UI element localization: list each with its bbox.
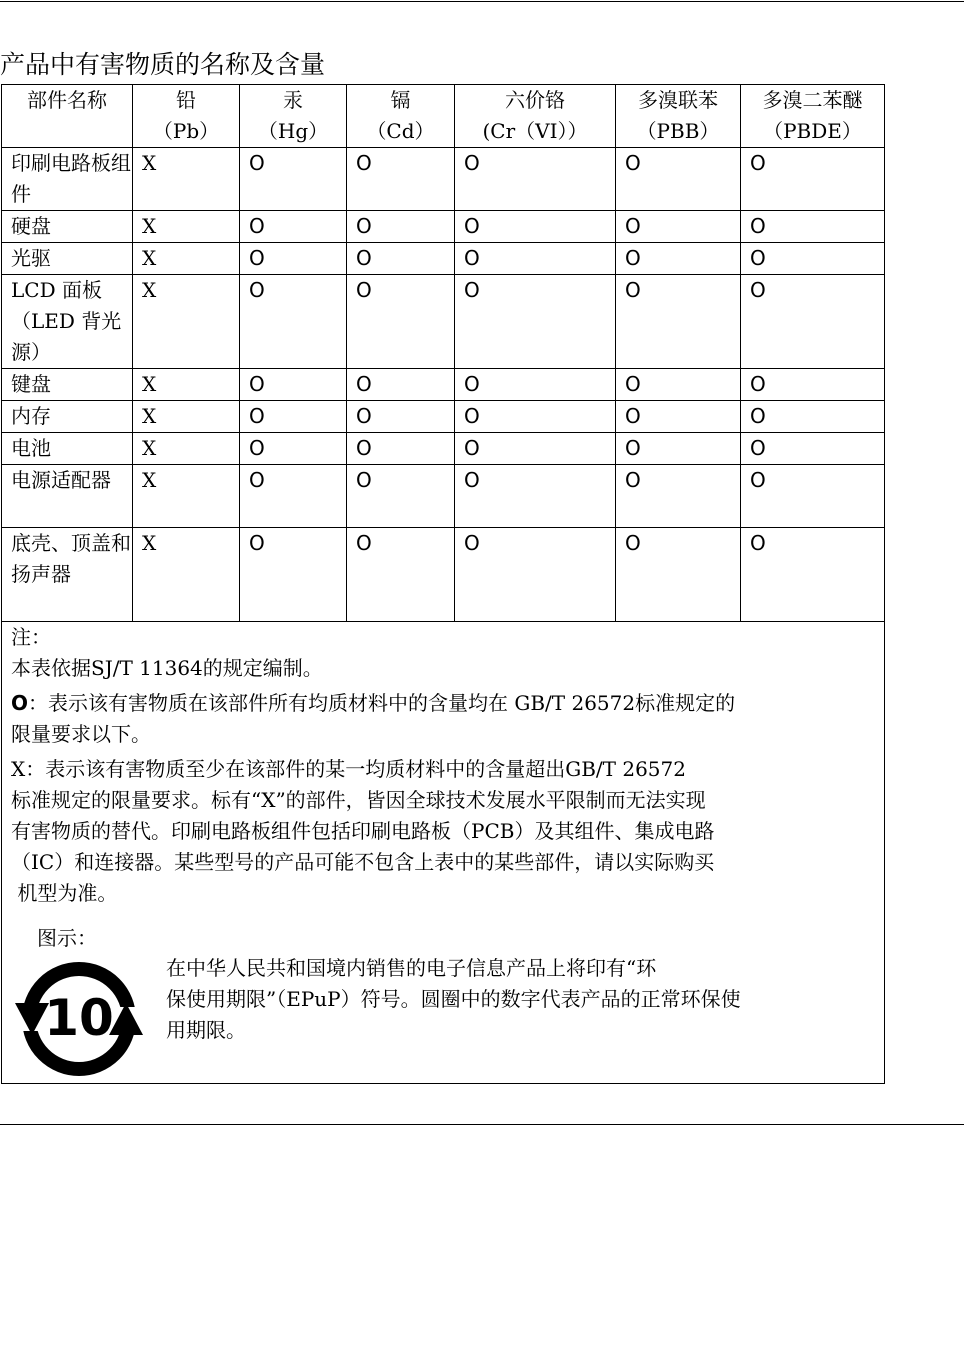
header-lead: 铅 （Pb）: [133, 85, 240, 148]
cadmium-cell: O: [347, 275, 455, 369]
header-pbde: 多溴二苯醚 （PBDE）: [741, 85, 885, 148]
table-row: [2, 369, 885, 401]
notes-x-line-3: 有害物质的替代。印刷电路板组件包括印刷电路板（PCB）及其组件、集成电路: [11, 819, 715, 843]
pbde-cell: O: [741, 148, 885, 211]
pbb-cell: O: [616, 528, 741, 622]
top-rule: [0, 1, 964, 2]
pbb-cell: O: [616, 211, 741, 243]
notes-x-line-4: （IC）和连接器。某些型号的产品可能不包含上表中的某些部件，请以实际购买: [11, 850, 715, 874]
pbb-cell: O: [616, 433, 741, 465]
table-row: [2, 465, 885, 528]
pbde-cell: O: [741, 243, 885, 275]
mercury-cell: O: [240, 401, 347, 433]
notes-x-line-2: 标准规定的限量要求。标有“X”的部件，皆因全球技术发展水平限制而无法实现: [11, 788, 706, 812]
bottom-rule: [0, 1124, 964, 1125]
part-name-cell: 电池: [2, 433, 133, 465]
cadmium-cell: O: [347, 243, 455, 275]
cadmium-cell: O: [347, 148, 455, 211]
chromium-cell: O: [455, 465, 616, 528]
pbde-cell: O: [741, 401, 885, 433]
epup-recycle-icon: [13, 953, 145, 1085]
notes-cell: [2, 622, 885, 1084]
cadmium-cell: O: [347, 211, 455, 243]
notes-x-line-1: X：表示该有害物质至少在该部件的某一均质材料中的含量超出GB/T 26572: [11, 757, 686, 781]
mercury-cell: O: [240, 243, 347, 275]
table-row: [2, 211, 885, 243]
lead-cell: X: [133, 528, 240, 622]
lead-cell: X: [133, 433, 240, 465]
pbde-cell: O: [741, 433, 885, 465]
notes-basis: 本表依据SJ/T 11364的规定编制。: [11, 656, 323, 680]
cadmium-cell: O: [347, 465, 455, 528]
mercury-cell: O: [240, 369, 347, 401]
page-title: 产品中有害物质的名称及含量: [0, 50, 326, 79]
chromium-cell: O: [455, 528, 616, 622]
notes-x-line-5: 机型为准。: [11, 881, 118, 905]
cadmium-cell: O: [347, 401, 455, 433]
table-header-row: [2, 85, 885, 148]
cadmium-cell: O: [347, 528, 455, 622]
legend-label: 图示：: [37, 926, 97, 950]
chromium-cell: O: [455, 401, 616, 433]
part-name-cell: LCD 面板（LED 背光源）: [2, 275, 133, 369]
lead-cell: X: [133, 148, 240, 211]
legend: [11, 923, 884, 1083]
header-chromium-vi: 六价铬 (Cr（VI））: [455, 85, 616, 148]
pbb-cell: O: [616, 243, 741, 275]
pbde-cell: O: [741, 465, 885, 528]
chromium-cell: O: [455, 148, 616, 211]
epup-number: 10: [44, 989, 114, 1047]
part-name-cell: 印刷电路板组件: [2, 148, 133, 211]
pbb-cell: O: [616, 369, 741, 401]
chromium-cell: O: [455, 211, 616, 243]
table-row: [2, 275, 885, 369]
lead-cell: X: [133, 369, 240, 401]
header-part-name: 部件名称: [2, 85, 133, 148]
lead-cell: X: [133, 465, 240, 528]
part-name-cell: 底壳、顶盖和扬声器: [2, 528, 133, 622]
mercury-cell: O: [240, 528, 347, 622]
legend-description: 在中华人民共和国境内销售的电子信息产品上将印有“环 保使用期限”（EPuP）符号。圆圈中的数字代表产品的正常环保使 用期限。: [166, 956, 741, 1042]
chromium-cell: O: [455, 243, 616, 275]
notes-o-definition-cont: 限量要求以下。: [11, 722, 151, 746]
cadmium-cell: O: [347, 433, 455, 465]
table-row: [2, 433, 885, 465]
mercury-cell: O: [240, 465, 347, 528]
header-cadmium: 镉 （Cd）: [347, 85, 455, 148]
notes-row: [2, 622, 885, 1084]
mercury-cell: O: [240, 211, 347, 243]
part-name-cell: 电源适配器: [2, 465, 133, 528]
pbb-cell: O: [616, 275, 741, 369]
header-pbb: 多溴联苯 （PBB）: [616, 85, 741, 148]
notes-o-definition: O：表示该有害物质在该部件所有均质材料中的含量均在 GB/T 26572标准规定的: [11, 691, 736, 715]
mercury-cell: O: [240, 275, 347, 369]
part-name-cell: 内存: [2, 401, 133, 433]
pbb-cell: O: [616, 401, 741, 433]
lead-cell: X: [133, 243, 240, 275]
pbde-cell: O: [741, 211, 885, 243]
chromium-cell: O: [455, 369, 616, 401]
pbde-cell: O: [741, 369, 885, 401]
table-row: [2, 243, 885, 275]
part-name-cell: 键盘: [2, 369, 133, 401]
table-row: [2, 401, 885, 433]
part-name-cell: 光驱: [2, 243, 133, 275]
lead-cell: X: [133, 401, 240, 433]
mercury-cell: O: [240, 433, 347, 465]
o-symbol: O: [11, 691, 29, 715]
notes-heading: 注：: [11, 625, 51, 649]
pbb-cell: O: [616, 465, 741, 528]
chromium-cell: O: [455, 275, 616, 369]
pbde-cell: O: [741, 275, 885, 369]
hazardous-substance-table: [1, 84, 885, 1084]
lead-cell: X: [133, 275, 240, 369]
table-row: [2, 528, 885, 622]
lead-cell: X: [133, 211, 240, 243]
header-mercury: 汞 （Hg）: [240, 85, 347, 148]
chromium-cell: O: [455, 433, 616, 465]
cadmium-cell: O: [347, 369, 455, 401]
mercury-cell: O: [240, 148, 347, 211]
part-name-cell: 硬盘: [2, 211, 133, 243]
pbde-cell: O: [741, 528, 885, 622]
table-row: [2, 148, 885, 211]
pbb-cell: O: [616, 148, 741, 211]
